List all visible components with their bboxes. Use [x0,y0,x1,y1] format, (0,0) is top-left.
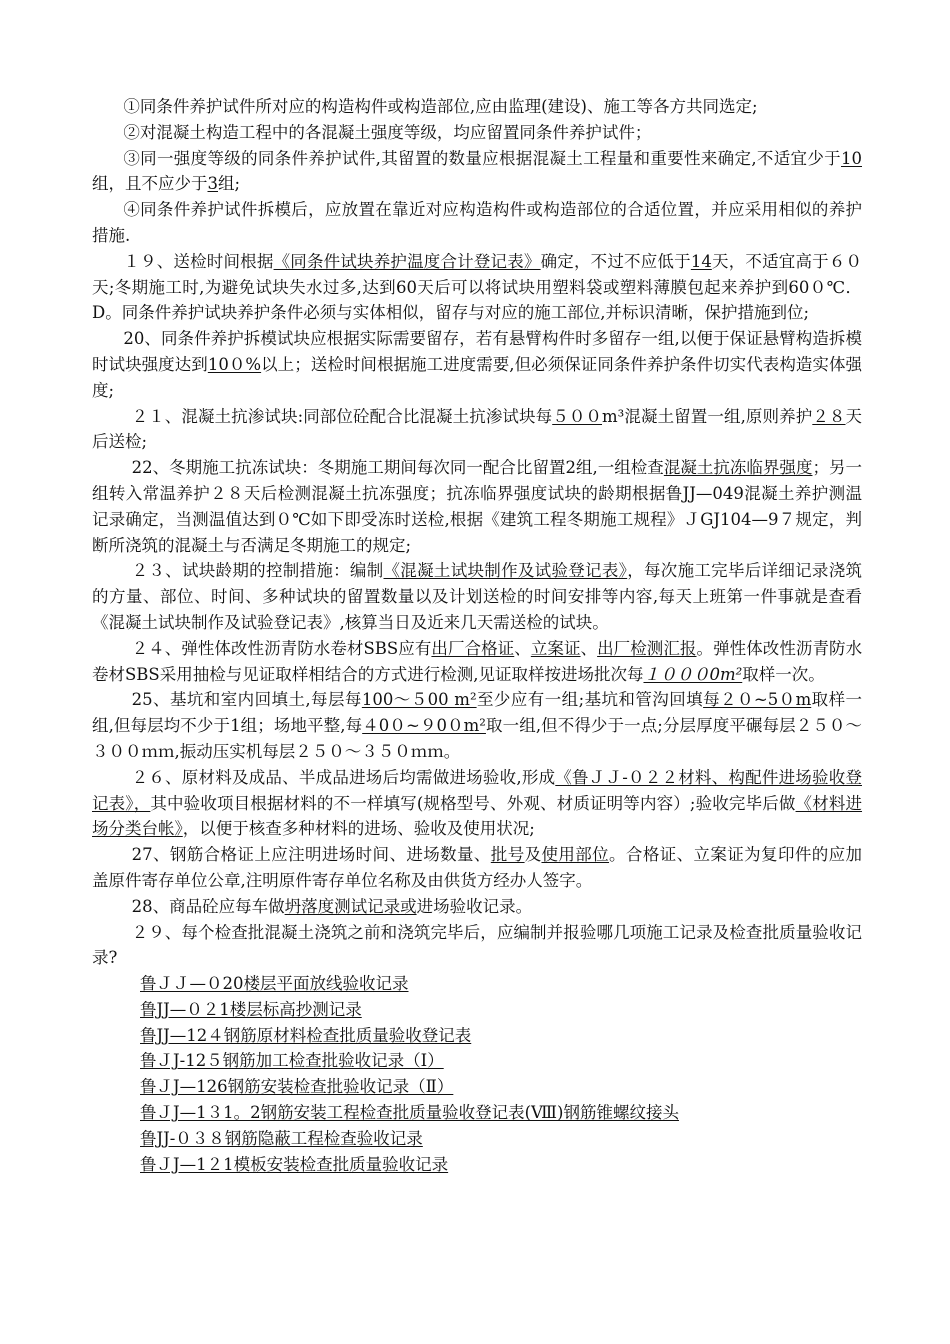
item-25 [92,687,862,764]
item-20 [92,326,862,403]
item-24-text-b: 。弹性体改性沥青防水卷材SBS采用抽检与见证取样相结合的方式进行检测,见证取样按进场批次每 [92,638,863,684]
item-19 [92,249,862,326]
clause-2 [92,120,862,146]
document-page [92,94,862,1177]
curing-days-value: ２８ [812,406,846,426]
item-25-text-a: 25、基坑和室内回填土,每层每 [131,690,362,710]
item-28 [92,894,862,920]
list-item: 鲁JJ—０２1楼层标高抄测记录 [140,999,362,1019]
clause-3 [92,146,862,198]
item-24 [92,636,862,688]
slump-test-record: 坍落度测试记录或 [284,896,417,916]
filing-certificate: 立案证 [530,638,581,658]
item-19-text-a: １９、送检时间根据 [123,251,274,271]
item-25-text-b: 至少应有一组;基坑和管沟回填 [476,690,704,710]
item-26 [92,765,862,842]
min-days-value: 14 [690,251,712,271]
clause-2-text: ②对混凝土构造工程中的各混凝土强度等级，均应留置同条件养护试件； [123,122,652,142]
item-28-text-b: 进场验收记录。 [416,896,533,916]
item-29-text: ２９、每个检查批混凝土浇筑之前和浇筑完毕后，应编制并报验哪几项施工记录及检查批质量验收记录? [92,922,862,968]
factory-certificate: 出厂合格证 [431,638,515,658]
item-23 [92,558,862,635]
sampling-area-value: １０００0m² [643,664,743,684]
hard-min-group-count: 3 [207,174,218,194]
area-range-value: 100～５00 m² [361,690,477,710]
item-23-text-a: ２３、试块龄期的控制措施：编制 [131,561,384,581]
item-21-text-b: m³混凝土留置一组,原则养护 [602,406,813,426]
item-27-text-b: 。合格证、立案证为复印件的应加盖原件寄存单位公章,注明原件寄存单位名称及由供货方经办人签字。 [92,845,862,890]
factory-test-report: 出厂检测汇报 [597,638,697,658]
antifreeze-strength-term: 混凝土抗冻临界强度 [663,458,813,478]
specimen-log-title: 《混凝土试块制作及试验登记表》 [383,561,628,581]
item-27 [92,842,862,894]
connector: 及 [524,845,542,865]
item-21-text-c: 天后送检; [92,406,863,452]
item-19-text-b: 确定，不过不应低于 [540,251,691,271]
clause-3-text-c: 组; [218,174,241,194]
material-ledger: 《材料进场分类台帐》 [92,793,863,839]
site-area-range-value: ４0０~９0０m² [362,716,486,736]
clause-4 [92,197,862,249]
list-item: 鲁ＪJ-12５钢筋加工检查批验收记录（Ⅰ） [140,1051,444,1071]
clause-3-text-a: ③同一强度等级的同条件养护试件,其留置的数量应根据混凝土工程量和重要性来确定,不适宜少于 [123,148,841,168]
min-group-count: 10 [841,148,862,168]
item-26-text-a: ２６、原材料及成品、半成品进场后均需做进场验收,形成 [131,767,556,787]
volume-value: ５００ [552,406,603,426]
batch-number: 批号 [490,845,525,865]
list-item: 鲁JJ-０３８钢筋隐蔽工程检查验收记录 [140,1128,423,1148]
item-28-text-a: 28、商品砼应每车做 [131,896,285,916]
item-23-text-b: ，每次施工完毕后详细记录浇筑的方量、部位、时间、多种试块的留置数量以及计划送检的时间安排等内容,每天上班第一件事就是查看《混凝土试块制作及试验登记表》,核算当日及近来几天需送检的试块。 [92,561,863,632]
item-19-text-c: 天，不适宜高于６０天;冬期施工时,为避免试块失水过多,达到60天后可以将试块用塑料袋或塑料薄膜包起来养护到60０℃．D。同条件养护试块养护条件必须与实体相似，留存与对应的施工部位,并标识清晰，保护措施到位; [92,251,863,323]
item-25-text-c: 取样一组,但每层均不少于1组；场地平整,每 [92,690,863,736]
list-item: 鲁ＪJ—1２1模板安装检查批质量验收记录 [140,1154,449,1174]
list-item: 鲁JJ—12４钢筋原材料检查批质量验收登记表 [140,1025,472,1045]
item-21 [92,404,862,456]
clause-3-text-b: 组，且不应少于 [92,174,208,194]
strength-percent: 10０% [207,354,262,374]
item-24-text-c: 取样一次。 [742,664,825,684]
usage-location: 使用部位 [541,845,610,865]
list-item: 鲁ＪＪ—０20楼层平面放线验收记录 [140,974,409,994]
material-acceptance-form: 《鲁ＪＪ-０２２材料、构配件进场验收登记表》， [92,767,862,813]
clause-1-text: ①同条件养护试件所对应的构造构件或构造部位,应由监理(建设)、施工等各方共同选定; [123,97,758,116]
clause-4-text: ④同条件养护试件拆模后，应放置在靠近对应构造构件或构造部位的合适位置，并应采用相似的养护措施. [92,200,862,245]
item-26-text-c: ，以便于核查多种材料的进场、验收及使用状况; [182,819,535,839]
list-item: 鲁ＪJ—1３1。2钢筋安装工程检查批质量验收登记表(Ⅷ)钢筋锥螺纹接头 [140,1103,679,1123]
item-29 [92,920,862,972]
records-list [92,971,862,1177]
item-22-text-a: 22、冬期施工抗冻试块：冬期施工期间每次同一配合比留置2组,一组检查 [131,458,664,478]
temperature-log-title: 《同条件试块养护温度合计登记表》 [273,251,541,271]
item-22-text-b: ；另一组转入常温养护２８天后检测混凝土抗冻强度；抗冻临界强度试块的龄期根据鲁JJ—049混凝土养护测温记录确定，当测温值达到０℃如下即受冻时送检,根据《建筑工程冬期施工规程》ＪGJ104—9７规定，判断所浇筑的混凝土与否满足冬期施工的规定; [92,458,862,555]
item-20-text-b: 以上；送检时间根据施工进度需要,但必须保证同条件养护条件切实代表构造实体强度; [92,354,862,400]
list-item: 鲁ＪJ—126钢筋安装检查批验收记录（Ⅱ） [140,1077,454,1097]
item-22 [92,455,862,558]
length-range-value: 每２０~5０m [703,690,812,710]
separator: 、 [580,638,598,658]
item-26-text-b: 其中验收项目根据材料的不一样填写(规格型号、外观、材质证明等内容）;验收完毕后做 [150,793,796,813]
item-20-text-a: 20、同条件养护拆模试块应根据实际需要留存，若有悬臂构件时多留存一组,以便于保证悬臂构造拆模时试块强度达到 [92,329,862,374]
item-25-text-d: 取一组,但不得少于一点;分层厚度平碾每层２５０～３００ｍｍ,振动压实机每层２５０～３５０ｍｍ。 [92,716,862,761]
item-27-text-a: 27、钢筋合格证上应注明进场时间、进场数量、 [131,845,491,865]
clause-1 [92,94,862,120]
item-24-text-a: ２４、弹性体改性沥青防水卷材SBS应有 [131,638,432,658]
item-21-text-a: ２１、混凝土抗渗试块:同部位砼配合比混凝土抗渗试块每 [131,406,553,426]
separator: 、 [514,638,531,658]
